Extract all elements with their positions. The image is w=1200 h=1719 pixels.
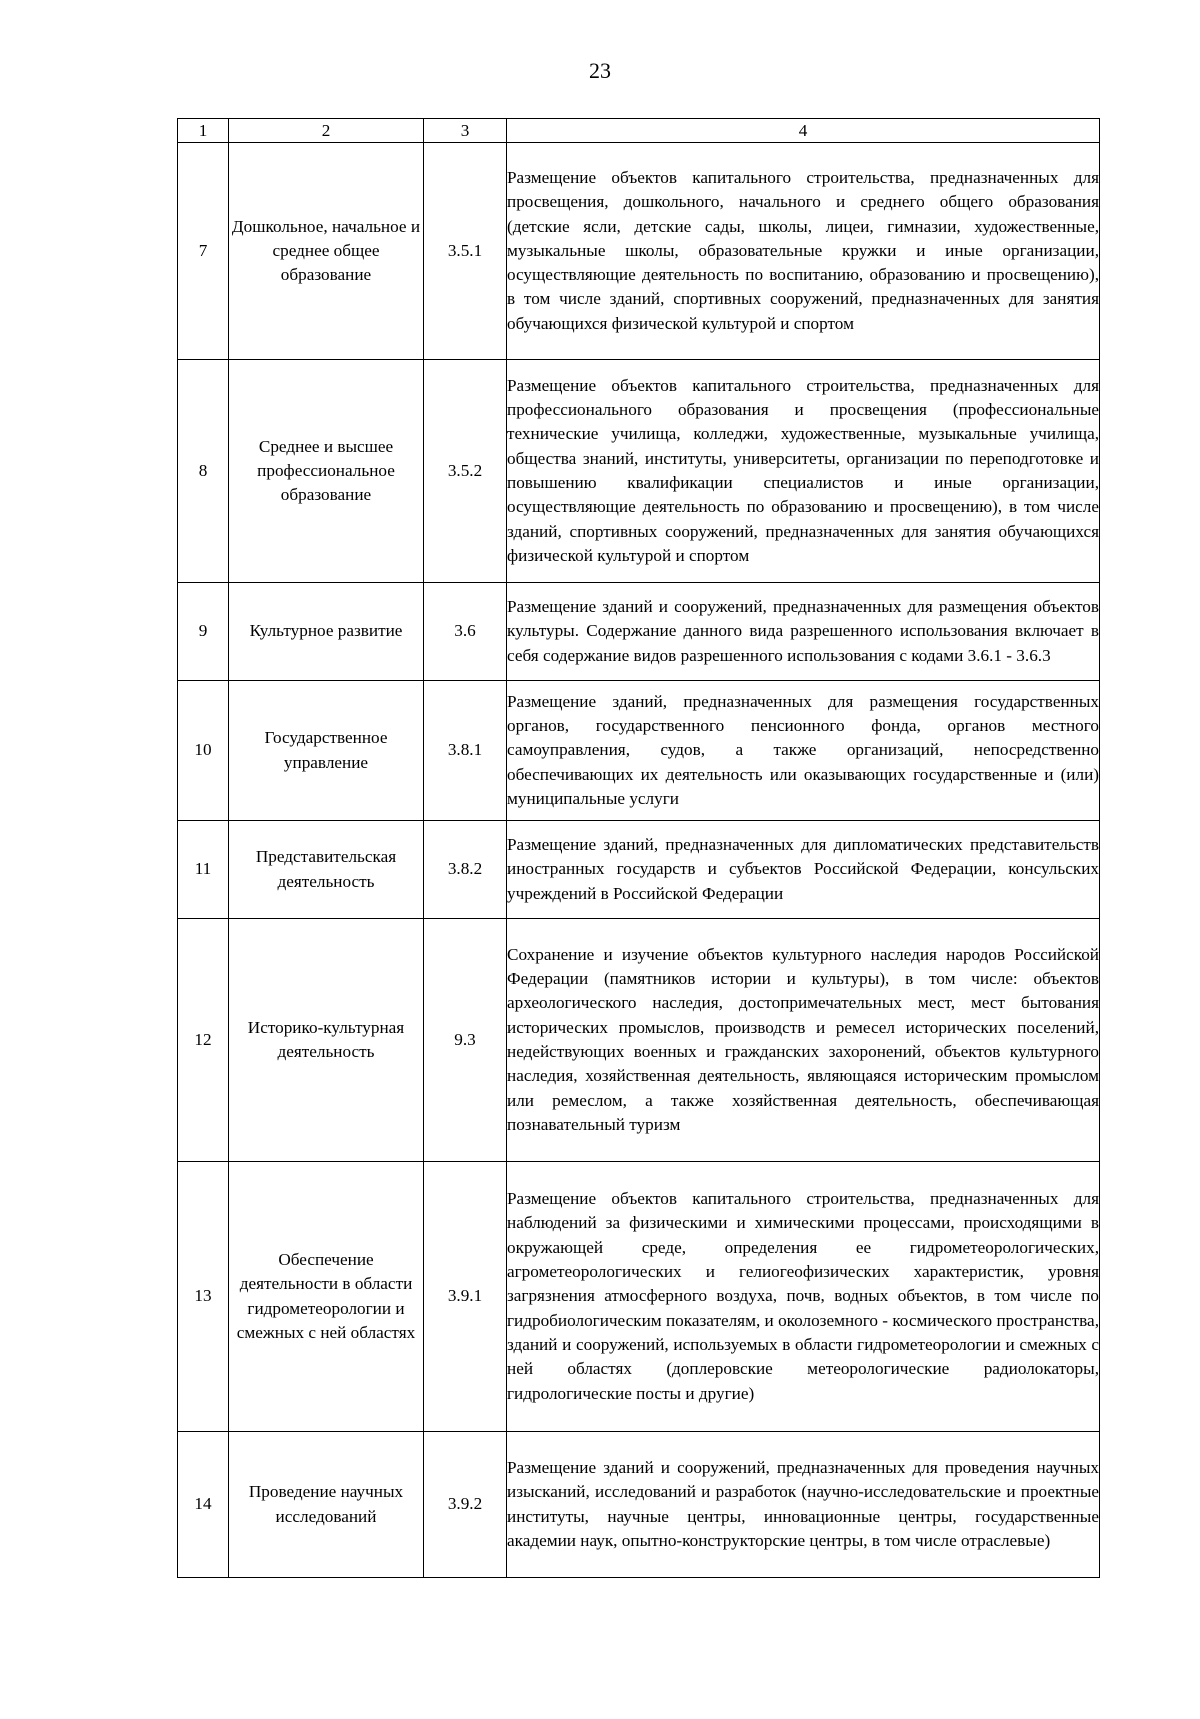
use-type-description: Размещение объектов капитального строительства, предназначенных для наблюдений за физическими и химическими процессами, происходящими в окружающей среде, определения ее гидрометеорологических, агрометеорологических и гелиогеофизических характеристик, уровня загрязнения атмосферного воздуха, почв, водных объектов, в том числе по гидробиологическим показателям, и околоземного - космического пространства, зданий и сооружений, используемых в области гидрометеорологии и смежных с ней областях (доплеровские метеорологические радиолокаторы, гидрологические посты и другие) [507, 1162, 1100, 1432]
row-number: 8 [178, 360, 229, 583]
use-type-description: Размещение зданий, предназначенных для дипломатических представительств иностранных государств и субъектов Российской Федерации, консульских учреждений в Российской Федерации [507, 821, 1100, 919]
use-type-name: Проведение научных исследований [229, 1432, 424, 1578]
use-type-name: Государственное управление [229, 681, 424, 821]
header-cell: 1 [178, 119, 229, 143]
row-number: 13 [178, 1162, 229, 1432]
row-number: 11 [178, 821, 229, 919]
use-type-description: Размещение объектов капитального строительства, предназначенных для просвещения, дошкольного, начального и среднего общего образования (детские ясли, детские сады, школы, лицеи, гимназии, художественные, музыкальные школы, образовательные кружки и иные организации, осуществляющие деятельность по воспитанию, образованию и просвещению), в том числе зданий, спортивных сооружений, предназначенных для занятия обучающихся физической культурой и спортом [507, 143, 1100, 360]
use-type-code: 3.9.1 [424, 1162, 507, 1432]
use-type-name: Историко-культурная деятельность [229, 919, 424, 1162]
use-type-name: Представительская деятельность [229, 821, 424, 919]
table-row [178, 681, 1100, 821]
use-type-code: 3.8.2 [424, 821, 507, 919]
use-type-name: Обеспечение деятельности в области гидрометеорологии и смежных с ней областях [229, 1162, 424, 1432]
use-type-description: Размещение зданий и сооружений, предназначенных для размещения объектов культуры. Содержание данного вида разрешенного использования включает в себя содержание видов разрешенного использования с кодами 3.6.1 - 3.6.3 [507, 583, 1100, 681]
header-cell: 4 [507, 119, 1100, 143]
use-type-description: Сохранение и изучение объектов культурного наследия народов Российской Федерации (памятников истории и культуры), в том числе: объектов археологического наследия, достопримечательных мест, мест бытования исторических промыслов, производств и ремесел исторических поселений, недействующих военных и гражданских захоронений, объектов культурного наследия, хозяйственная деятельность, являющаяся историческим промыслом или ремеслом, а также хозяйственная деятельность, обеспечивающая познавательный туризм [507, 919, 1100, 1162]
use-type-description: Размещение объектов капитального строительства, предназначенных для профессионального образования и просвещения (профессиональные технические училища, колледжи, художественные, музыкальные училища, общества знаний, институты, университеты, организации по переподготовке и повышению квалификации специалистов и иные организации, осуществляющие деятельность по образованию и просвещению), в том числе зданий, спортивных сооружений, предназначенных для занятия обучающихся физической культурой и спортом [507, 360, 1100, 583]
use-type-name: Среднее и высшее профессиональное образование [229, 360, 424, 583]
table-header-row [178, 119, 1100, 143]
use-type-name: Культурное развитие [229, 583, 424, 681]
row-number: 9 [178, 583, 229, 681]
land-use-table [177, 118, 1100, 1578]
table-row [178, 1162, 1100, 1432]
table-row [178, 919, 1100, 1162]
use-type-description: Размещение зданий и сооружений, предназначенных для проведения научных изысканий, исследований и разработок (научно-исследовательские и проектные институты, научные центры, инновационные центры, государственные академии наук, опытно-конструкторские центры, в том числе отраслевые) [507, 1432, 1100, 1578]
table-row [178, 143, 1100, 360]
use-type-name: Дошкольное, начальное и среднее общее образование [229, 143, 424, 360]
table-row [178, 360, 1100, 583]
header-cell: 2 [229, 119, 424, 143]
page-number: 23 [589, 58, 611, 83]
use-type-code: 3.5.1 [424, 143, 507, 360]
use-type-description: Размещение зданий, предназначенных для размещения государственных органов, государственного пенсионного фонда, органов местного самоуправления, судов, а также организаций, непосредственно обеспечивающих их деятельность или оказывающих государственные и (или) муниципальные услуги [507, 681, 1100, 821]
table-row [178, 821, 1100, 919]
use-type-code: 9.3 [424, 919, 507, 1162]
row-number: 10 [178, 681, 229, 821]
use-type-code: 3.5.2 [424, 360, 507, 583]
use-type-code: 3.6 [424, 583, 507, 681]
header-cell: 3 [424, 119, 507, 143]
table-row [178, 583, 1100, 681]
table-row [178, 1432, 1100, 1578]
row-number: 14 [178, 1432, 229, 1578]
use-type-code: 3.8.1 [424, 681, 507, 821]
use-type-code: 3.9.2 [424, 1432, 507, 1578]
row-number: 12 [178, 919, 229, 1162]
row-number: 7 [178, 143, 229, 360]
